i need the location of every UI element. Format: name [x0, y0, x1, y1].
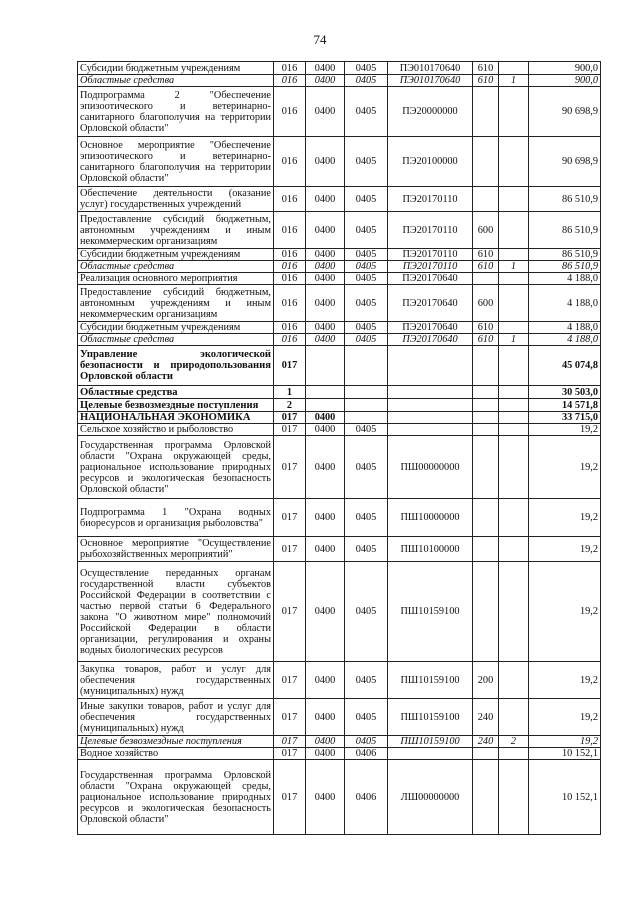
row-subsection-code: 0405 — [345, 75, 388, 87]
row-funding-source — [499, 424, 529, 436]
table-row — [78, 736, 601, 748]
row-expense-type: 600 — [473, 285, 499, 322]
row-name: Осуществление переданных органам государственной власти субъектов Российской Федерации в соответствии с частью первой статьи 6 Федерального закона "О животном мире" полномочий Российской Федерации в области организации, регулирования и охраны водных биологических ресурсов — [78, 562, 274, 662]
row-section-code: 0400 — [306, 436, 345, 499]
row-section-code: 0400 — [306, 662, 345, 699]
row-subsection-code: 0405 — [345, 137, 388, 187]
row-ved-code: 016 — [274, 249, 306, 261]
row-subsection-code: 0405 — [345, 273, 388, 285]
row-target-code: ПЭ20170640 — [388, 273, 473, 285]
row-section-code: 0400 — [306, 537, 345, 562]
row-target-code: ПШ10100000 — [388, 537, 473, 562]
row-subsection-code — [345, 386, 388, 399]
row-subsection-code: 0406 — [345, 760, 388, 835]
row-subsection-code: 0405 — [345, 249, 388, 261]
row-funding-source: 2 — [499, 736, 529, 748]
table-row — [78, 87, 601, 137]
row-subsection-code: 0405 — [345, 699, 388, 736]
row-ved-code: 016 — [274, 187, 306, 212]
row-ved-code: 016 — [274, 75, 306, 87]
table-row — [78, 412, 601, 424]
row-target-code: ПШ10159100 — [388, 662, 473, 699]
row-subsection-code: 0405 — [345, 62, 388, 75]
row-section-code: 0400 — [306, 261, 345, 273]
table-row — [78, 537, 601, 562]
table-row — [78, 137, 601, 187]
row-expense-type — [473, 562, 499, 662]
row-expense-type: 610 — [473, 322, 499, 334]
row-funding-source — [499, 249, 529, 261]
row-target-code: ЛШ00000000 — [388, 760, 473, 835]
row-section-code: 0400 — [306, 75, 345, 87]
row-name: Целевые безвозмездные поступления — [78, 399, 274, 412]
table-row — [78, 273, 601, 285]
row-section-code: 0400 — [306, 334, 345, 346]
page-number: 74 — [313, 32, 327, 47]
table-row — [78, 748, 601, 760]
row-amount: 14 571,8 — [529, 399, 601, 412]
row-funding-source — [499, 62, 529, 75]
row-expense-type — [473, 386, 499, 399]
row-name: Иные закупки товаров, работ и услуг для обеспечения государственных (муниципальных) нужд — [78, 699, 274, 736]
row-section-code: 0400 — [306, 62, 345, 75]
row-amount: 90 698,9 — [529, 87, 601, 137]
row-name: Управление экологической безопасности и природопользования Орловской области — [78, 346, 274, 386]
row-amount: 30 503,0 — [529, 386, 601, 399]
row-ved-code: 016 — [274, 87, 306, 137]
row-funding-source — [499, 748, 529, 760]
row-expense-type — [473, 399, 499, 412]
row-expense-type: 240 — [473, 699, 499, 736]
row-ved-code: 017 — [274, 424, 306, 436]
row-section-code: 0400 — [306, 322, 345, 334]
table-row — [78, 436, 601, 499]
table-row — [78, 334, 601, 346]
row-expense-type — [473, 748, 499, 760]
table-row — [78, 424, 601, 436]
row-amount: 900,0 — [529, 75, 601, 87]
row-subsection-code: 0405 — [345, 261, 388, 273]
row-target-code: ПЭ20170110 — [388, 249, 473, 261]
row-ved-code: 017 — [274, 499, 306, 537]
row-section-code: 0400 — [306, 699, 345, 736]
row-target-code: ПЭ20170110 — [388, 261, 473, 273]
row-amount: 19,2 — [529, 699, 601, 736]
row-name: Основное мероприятие "Обеспечение эпизоотического и ветеринарно-санитарного благополучия на территории Орловской области" — [78, 137, 274, 187]
row-target-code: ПШ10159100 — [388, 562, 473, 662]
row-funding-source — [499, 285, 529, 322]
row-target-code: ПЭ20170110 — [388, 212, 473, 249]
row-ved-code: 016 — [274, 334, 306, 346]
table-row — [78, 499, 601, 537]
table-row — [78, 322, 601, 334]
row-section-code: 0400 — [306, 412, 345, 424]
row-amount: 19,2 — [529, 424, 601, 436]
row-subsection-code: 0405 — [345, 334, 388, 346]
row-amount: 19,2 — [529, 499, 601, 537]
row-expense-type — [473, 436, 499, 499]
row-section-code: 0400 — [306, 285, 345, 322]
row-name: Предоставление субсидий бюджетным, автономным учреждениям и иным некоммерческим организациям — [78, 285, 274, 322]
row-target-code: ПШ10159100 — [388, 736, 473, 748]
row-funding-source — [499, 760, 529, 835]
row-expense-type — [473, 137, 499, 187]
row-target-code — [388, 346, 473, 386]
row-section-code: 0400 — [306, 562, 345, 662]
row-expense-type — [473, 412, 499, 424]
row-expense-type — [473, 760, 499, 835]
row-expense-type: 610 — [473, 62, 499, 75]
row-funding-source — [499, 499, 529, 537]
row-funding-source — [499, 322, 529, 334]
row-amount: 86 510,9 — [529, 187, 601, 212]
row-ved-code: 017 — [274, 537, 306, 562]
row-ved-code: 016 — [274, 322, 306, 334]
row-subsection-code: 0405 — [345, 436, 388, 499]
row-name: Предоставление субсидий бюджетным, автономным учреждениям и иным некоммерческим организациям — [78, 212, 274, 249]
row-subsection-code: 0405 — [345, 424, 388, 436]
row-subsection-code: 0405 — [345, 562, 388, 662]
row-ved-code: 017 — [274, 699, 306, 736]
row-funding-source — [499, 187, 529, 212]
table-row — [78, 760, 601, 835]
row-section-code: 0400 — [306, 249, 345, 261]
row-target-code: ПЭ20170640 — [388, 334, 473, 346]
row-name: Субсидии бюджетным учреждениям — [78, 322, 274, 334]
row-target-code: ПЭ20100000 — [388, 137, 473, 187]
row-funding-source — [499, 662, 529, 699]
row-amount: 19,2 — [529, 736, 601, 748]
row-ved-code: 017 — [274, 748, 306, 760]
row-amount: 86 510,9 — [529, 261, 601, 273]
row-ved-code: 017 — [274, 346, 306, 386]
row-subsection-code — [345, 346, 388, 386]
row-target-code: ПШ10000000 — [388, 499, 473, 537]
row-amount: 19,2 — [529, 662, 601, 699]
row-name: Областные средства — [78, 386, 274, 399]
row-section-code: 0400 — [306, 212, 345, 249]
row-amount: 19,2 — [529, 537, 601, 562]
row-expense-type — [473, 537, 499, 562]
row-amount: 33 715,0 — [529, 412, 601, 424]
row-amount: 10 152,1 — [529, 760, 601, 835]
row-amount: 4 188,0 — [529, 322, 601, 334]
row-subsection-code: 0405 — [345, 662, 388, 699]
row-expense-type — [473, 87, 499, 137]
row-ved-code: 017 — [274, 662, 306, 699]
row-funding-source — [499, 562, 529, 662]
table-row — [78, 212, 601, 249]
row-target-code: ПЭ20170640 — [388, 285, 473, 322]
row-funding-source: 1 — [499, 261, 529, 273]
row-target-code: ПШ10159100 — [388, 699, 473, 736]
row-name: Субсидии бюджетным учреждениям — [78, 62, 274, 75]
row-name: Областные средства — [78, 75, 274, 87]
row-subsection-code: 0406 — [345, 748, 388, 760]
row-section-code — [306, 346, 345, 386]
row-name: Реализация основного мероприятия — [78, 273, 274, 285]
table-row — [78, 62, 601, 75]
row-target-code — [388, 748, 473, 760]
row-subsection-code: 0405 — [345, 322, 388, 334]
row-target-code: ПЭ010170640 — [388, 62, 473, 75]
row-section-code: 0400 — [306, 273, 345, 285]
table-row — [78, 187, 601, 212]
row-funding-source — [499, 212, 529, 249]
row-name: Государственная программа Орловской области "Охрана окружающей среды, рациональное использование природных ресурсов и экологическая безопасность Орловской области" — [78, 760, 274, 835]
row-expense-type — [473, 187, 499, 212]
row-ved-code: 016 — [274, 212, 306, 249]
row-target-code: ПЭ010170640 — [388, 75, 473, 87]
row-name: Субсидии бюджетным учреждениям — [78, 249, 274, 261]
row-subsection-code: 0405 — [345, 87, 388, 137]
row-funding-source — [499, 412, 529, 424]
row-amount: 10 152,1 — [529, 748, 601, 760]
table-row — [78, 75, 601, 87]
row-funding-source — [499, 399, 529, 412]
row-subsection-code: 0405 — [345, 736, 388, 748]
row-funding-source — [499, 537, 529, 562]
row-ved-code: 016 — [274, 137, 306, 187]
row-section-code: 0400 — [306, 736, 345, 748]
table-row — [78, 261, 601, 273]
row-ved-code: 017 — [274, 760, 306, 835]
row-ved-code: 017 — [274, 736, 306, 748]
row-expense-type — [473, 499, 499, 537]
row-target-code: ПШ00000000 — [388, 436, 473, 499]
table-row — [78, 249, 601, 261]
row-target-code — [388, 424, 473, 436]
row-funding-source — [499, 699, 529, 736]
row-amount: 4 188,0 — [529, 285, 601, 322]
budget-table-body — [78, 62, 601, 835]
row-ved-code: 017 — [274, 412, 306, 424]
row-ved-code: 016 — [274, 62, 306, 75]
row-amount: 45 074,8 — [529, 346, 601, 386]
row-name: Сельское хозяйство и рыболовство — [78, 424, 274, 436]
row-funding-source: 1 — [499, 75, 529, 87]
row-target-code — [388, 412, 473, 424]
row-subsection-code: 0405 — [345, 212, 388, 249]
row-subsection-code — [345, 399, 388, 412]
row-funding-source — [499, 87, 529, 137]
row-name: Подпрограмма 2 "Обеспечение эпизоотического и ветеринарно-санитарного благополучия на территории Орловской области" — [78, 87, 274, 137]
row-expense-type: 610 — [473, 75, 499, 87]
row-expense-type: 600 — [473, 212, 499, 249]
row-target-code: ПЭ20170110 — [388, 187, 473, 212]
row-name: Целевые безвозмездные поступления — [78, 736, 274, 748]
row-expense-type — [473, 273, 499, 285]
row-name: Государственная программа Орловской области "Охрана окружающей среды, рациональное использование природных ресурсов и экологическая безопасность Орловской области" — [78, 436, 274, 499]
row-section-code: 0400 — [306, 137, 345, 187]
row-amount: 4 188,0 — [529, 334, 601, 346]
row-section-code — [306, 386, 345, 399]
row-section-code: 0400 — [306, 187, 345, 212]
row-amount: 19,2 — [529, 436, 601, 499]
table-row — [78, 399, 601, 412]
row-ved-code: 2 — [274, 399, 306, 412]
row-subsection-code: 0405 — [345, 537, 388, 562]
row-expense-type: 610 — [473, 334, 499, 346]
row-expense-type: 610 — [473, 261, 499, 273]
row-subsection-code: 0405 — [345, 187, 388, 212]
row-section-code: 0400 — [306, 748, 345, 760]
table-row — [78, 346, 601, 386]
row-funding-source: 1 — [499, 334, 529, 346]
row-amount: 90 698,9 — [529, 137, 601, 187]
row-name: Основное мероприятие "Осуществление рыбохозяйственных мероприятий" — [78, 537, 274, 562]
row-ved-code: 016 — [274, 273, 306, 285]
row-expense-type — [473, 424, 499, 436]
row-funding-source — [499, 436, 529, 499]
row-expense-type: 240 — [473, 736, 499, 748]
table-row — [78, 699, 601, 736]
row-name: Областные средства — [78, 261, 274, 273]
row-name: Закупка товаров, работ и услуг для обеспечения государственных (муниципальных) нужд — [78, 662, 274, 699]
row-funding-source — [499, 346, 529, 386]
row-funding-source — [499, 273, 529, 285]
row-section-code: 0400 — [306, 87, 345, 137]
row-expense-type: 200 — [473, 662, 499, 699]
table-row — [78, 662, 601, 699]
row-name: Областные средства — [78, 334, 274, 346]
row-name: Подпрограмма 1 "Охрана водных биоресурсов и организация рыболовства" — [78, 499, 274, 537]
budget-table — [77, 61, 601, 835]
row-ved-code: 017 — [274, 436, 306, 499]
row-target-code: ПЭ20170640 — [388, 322, 473, 334]
row-ved-code: 016 — [274, 285, 306, 322]
row-target-code — [388, 386, 473, 399]
row-section-code: 0400 — [306, 760, 345, 835]
row-funding-source — [499, 386, 529, 399]
row-expense-type: 610 — [473, 249, 499, 261]
row-funding-source — [499, 137, 529, 187]
row-ved-code: 016 — [274, 261, 306, 273]
row-subsection-code — [345, 412, 388, 424]
table-row — [78, 562, 601, 662]
row-section-code — [306, 399, 345, 412]
row-name: Водное хозяйство — [78, 748, 274, 760]
row-subsection-code: 0405 — [345, 499, 388, 537]
row-amount: 19,2 — [529, 562, 601, 662]
row-section-code: 0400 — [306, 499, 345, 537]
row-expense-type — [473, 346, 499, 386]
row-amount: 900,0 — [529, 62, 601, 75]
row-amount: 86 510,9 — [529, 249, 601, 261]
row-ved-code: 017 — [274, 562, 306, 662]
row-target-code — [388, 399, 473, 412]
row-target-code: ПЭ20000000 — [388, 87, 473, 137]
row-section-code: 0400 — [306, 424, 345, 436]
row-name: НАЦИОНАЛЬНАЯ ЭКОНОМИКА — [78, 412, 274, 424]
row-amount: 4 188,0 — [529, 273, 601, 285]
table-row — [78, 285, 601, 322]
row-ved-code: 1 — [274, 386, 306, 399]
table-row — [78, 386, 601, 399]
row-subsection-code: 0405 — [345, 285, 388, 322]
row-amount: 86 510,9 — [529, 212, 601, 249]
row-name: Обеспечение деятельности (оказание услуг) государственных учреждений — [78, 187, 274, 212]
